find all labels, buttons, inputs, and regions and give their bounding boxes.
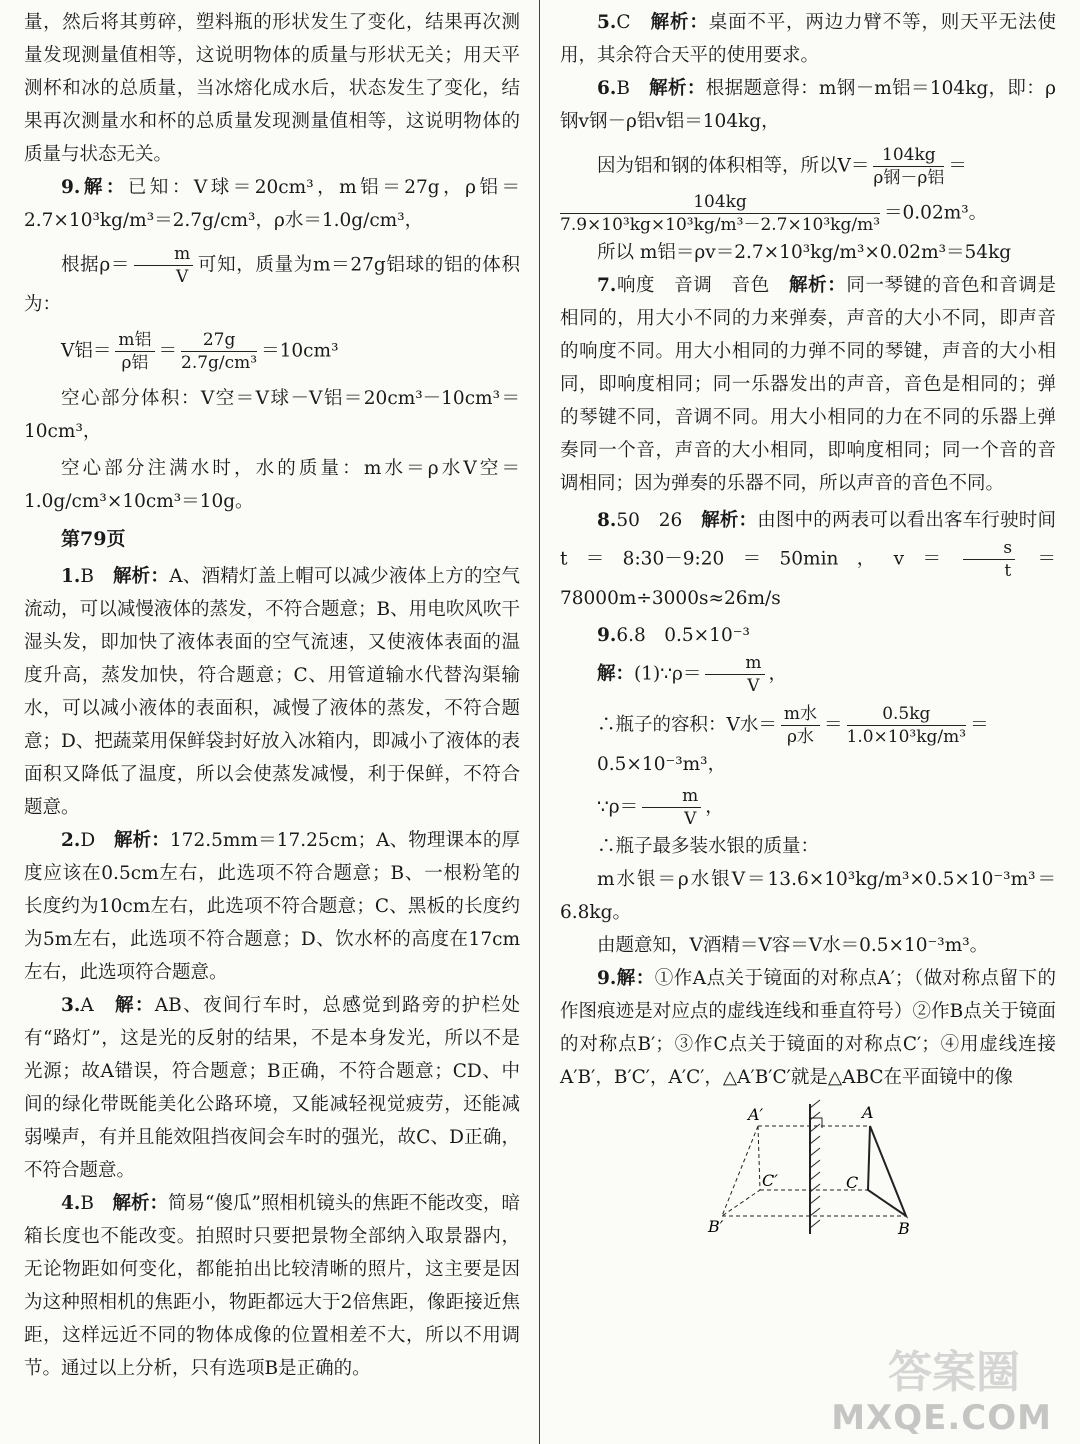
answer-9b-line4: ∴瓶子最多装水银的质量：	[597, 836, 820, 857]
answer-8: 8.50 26 解析：由图中的两表可以看出客车行驶时间 t＝8:30－9:20＝50min，v＝ $\frac{s}{t}$ ＝78000m÷3000s≈26m/s	[560, 510, 1056, 609]
answer-9b-line3: ∵ρ＝ $\frac{m}{V}$ ，	[597, 786, 724, 829]
watermark-logo: 答案圈	[888, 1347, 1020, 1398]
answer-4: 4.B 解析：简易“傻瓜”照相机镜头的焦距不能改变，暗箱长度也不能改变。拍照时只要把景物全部纳入取景器内，无论物距如何变化，都能拍出比较清晰的照片，这主要是因为这种照相机的焦距小，物距都远大于2倍焦距，像距接近焦距，这样远近不同的物体成像的位置相差不大，所以不用调节。通过以上分析，只有选项B是正确的。	[24, 1193, 520, 1379]
answer-9b: 9.6.8 0.5×10⁻³	[597, 625, 750, 646]
column-divider	[539, 0, 540, 1444]
answer-9b-line1: 解：(1)∵ρ＝ $\frac{m}{V}$ ，	[597, 653, 788, 696]
fraction: $\frac{m}{V}$	[134, 243, 193, 288]
label-b: B	[898, 1219, 910, 1238]
formula-volume: V铝＝ $\frac{\text{m铝}}{\text{ρ铝}}$ ＝ $\frac{27g}{\text{2.7g/cm³}}$ ＝10cm³	[61, 330, 339, 373]
mirror-diagram	[700, 1098, 920, 1238]
left-column	[24, 6, 520, 1385]
paragraph-continued: 量，然后将其剪碎，塑料瓶的形状发生了变化，结果再次测量发现测量值相等，这说明物体的质量与形状无关；用天平测杯和冰的总质量，当冰熔化成水后，状态发生了变化，结果再次测量水和杯的总质量发现测量值相等，这说明物体的质量与状态无关。	[24, 12, 520, 165]
answer-6: 6.B 解析：根据题意得：m钢－m铝＝104kg，即：ρ钢v钢－ρ铝v铝＝104kg，	[560, 78, 1056, 132]
formula-6c: 所以 m铝＝ρv＝2.7×10³kg/m³×0.02m³＝54kg	[597, 242, 1012, 263]
answer-7: 7.响度 音调 音色 解析：同一琴键的音色和音调是相同的，用大小不同的力来弹奏，声音的大小不同，即声音的响度不同。用大小相同的力弹不同的琴键，声音的大小相同，即响度相同；同一乐器发出的声音，音色是相同的；弹的琴键不同，音调不同。用大小相同的力在不同的乐器上弹奏同一个音，声音的大小相同，即响度相同；同一个音的音调相同；因为弹奏的乐器不同，所以声音的音色不同。	[560, 275, 1056, 494]
right-column	[560, 6, 1056, 1238]
answer-2: 2.D 解析：172.5mm＝17.25cm；A、物理课本的厚度应该在0.5cm左右，此选项不符合题意；B、一根粉笔的长度约为10cm左右，此选项不符合题意；C、黑板的长度约为5m左右，此选项不符合题意；D、饮水杯的高度在17cm左右，此选项符合题意。	[24, 830, 520, 983]
label-c-prime: C′	[762, 1171, 778, 1190]
label-c: C	[846, 1173, 859, 1192]
answer-9c: 9.解：①作A点关于镜面的对称点A′；（做对称点留下的作图痕迹是对应点的虚线连线和垂直符号）②作B点关于镜面的对称点B′；③作C点关于镜面的对称点C′；④用虚线连接A′B′，B′C′，A′C′，△A′B′C′就是△ABC在平面镜中的像	[560, 968, 1056, 1088]
mirror-figure	[700, 1098, 920, 1238]
formula-6b: $\frac{104kg}{\text{7.9×10³kg×10³kg/m³－2.7×10³kg/m³}}$ ＝0.02m³。	[560, 192, 988, 235]
label-b-prime: B′	[708, 1217, 724, 1236]
answer-9-line3: 空心部分体积：V空＝V球－V铝＝20cm³－10cm³＝10cm³，	[24, 388, 520, 442]
answer-5: 5.C 解析：桌面不平，两边力臂不等，则天平无法使用，其余符合天平的使用要求。	[560, 12, 1056, 66]
answer-3: 3.A 解：AB、夜间行车时，总感觉到路旁的护栏处有“路灯”，这是光的反射的结果，不是本身发光，所以不是光源；故A错误，符合题意；B正确，不符合题意；CD、中间的绿化带既能美化公路环境，又能减轻视觉疲劳，还能减弱噪声，有并且能效阻挡夜间会车时的强光，故C、D正确，不符合题意。	[24, 995, 520, 1181]
answer-9b-line6: 由题意知，V酒精＝V容＝V水＝0.5×10⁻³m³。	[597, 935, 989, 956]
answer-9-line2: 根据ρ＝ $\frac{m}{V}$ 可知，质量为m＝27g铝球的铝的体积为：	[24, 244, 520, 315]
answer-1: 1.B 解析：A、酒精灯盖上帽可以减少液体上方的空气流动，可以减慢液体的蒸发，不符合题意；B、用电吹风吹干湿头发，即加快了液体表面的空气流速，又使液体表面的温度升高，蒸发加快，符合题意；C、用管道输水代替沟渠输水，可以减小液体的表面积，减慢了液体的蒸发，不符合题意；D、把蔬菜用保鲜袋封好放入冰箱内，即减小了液体的表面积又降低了温度，所以会使蒸发减慢，利于保鲜，不符合题意。	[24, 566, 520, 818]
answer-9b-line2: ∴瓶子的容积：V水＝ $\frac{\text{m水}}{\text{ρ水}}$ ＝ $\frac{0.5kg}{\text{1.0×10³kg/m³}}$ ＝0.5×10⁻³m³，	[597, 704, 989, 775]
page-heading: 第79页	[61, 528, 126, 550]
answer-9-line4: 空心部分注满水时，水的质量：m水＝ρ水V空＝1.0g/cm³×10cm³＝10g。	[24, 458, 520, 512]
label-a-prime: A′	[748, 1105, 764, 1124]
formula-6a: 因为铝和钢的体积相等，所以V＝ $\frac{104kg}{\text{ρ钢－ρ铝}}$ ＝	[597, 145, 967, 188]
label-a: A	[862, 1103, 874, 1122]
answer-9: 9.解：已知：V球＝20cm³，m铝＝27g，ρ铝＝2.7×10³kg/m³＝2.7g/cm³，ρ水＝1.0g/cm³，	[24, 177, 520, 231]
answer-9b-line5: m水银＝ρ水银V＝13.6×10³kg/m³×0.5×10⁻³m³＝6.8kg。	[560, 869, 1056, 923]
watermark-url: MXQE.COM	[831, 1398, 1052, 1438]
